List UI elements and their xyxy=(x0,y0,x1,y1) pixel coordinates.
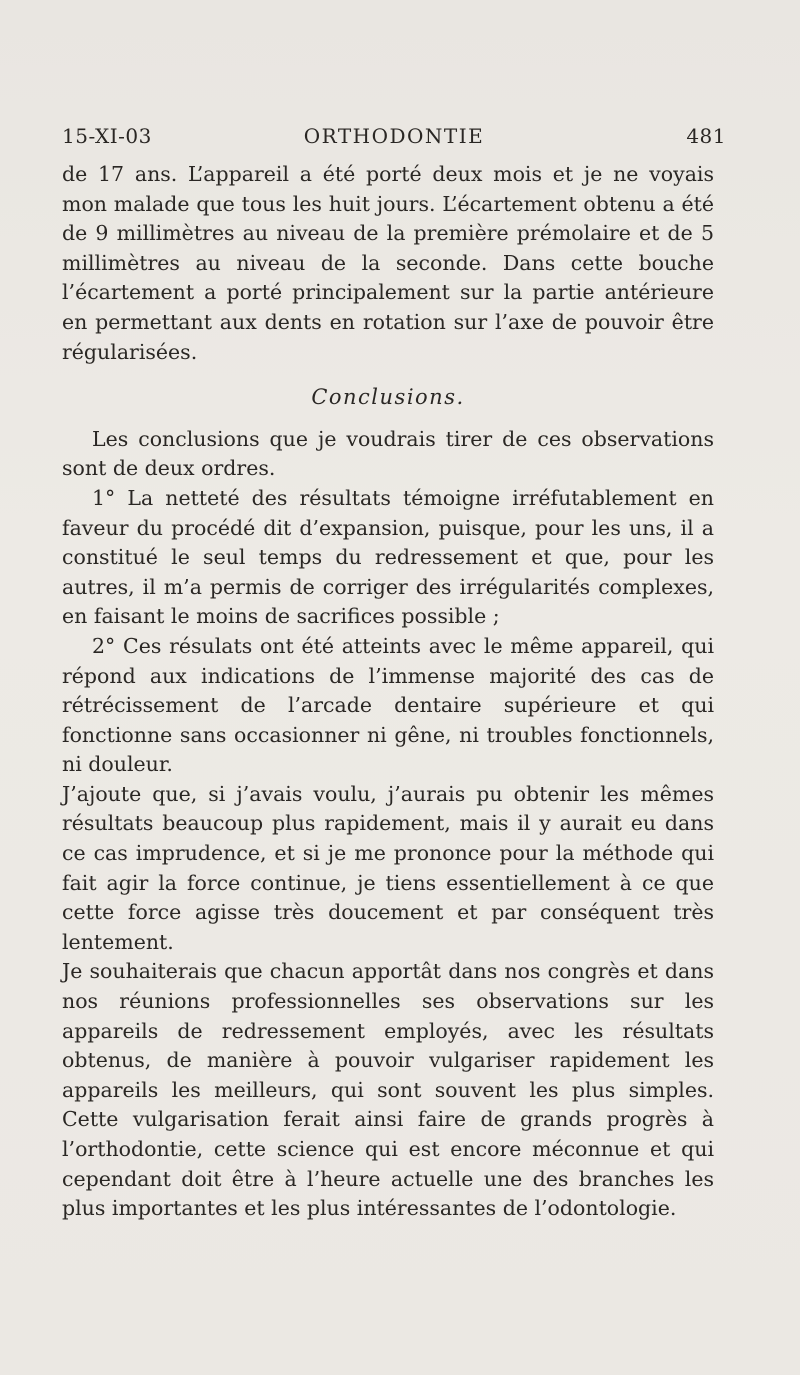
body-text xyxy=(62,160,714,1224)
paragraph-first-conclusion: 1° La netteté des résultats témoigne irréfutablement en faveur du procédé dit d’expansion, puisque, pour les uns, il a constitué le seul temps du redressement et que, pour les autres, il m’a permis de corriger des irrégularités complexes, en faisant le moins de sacrifices possible ; xyxy=(62,485,714,629)
running-header xyxy=(62,124,726,154)
paragraph-wish: Je souhaiterais que chacun apportât dans nos congrès et dans nos réunions professionnelles ses observations sur les appareils de redressement employés, avec les résultats obtenus, de manière à pouvoir vulgariser rapidement les appareils les meilleurs, qui sont souvent les plus simples. Cette vulgarisation ferait ainsi faire de grands progrès à l’orthodontie, cette science qui est encore méconnue et qui cependant doit être à l’heure actuelle une des branches les plus importantes et les plus intéressantes de l’odontologie. xyxy=(62,959,714,1221)
paragraph-second-conclusion: 2° Ces résulats ont été atteints avec le même appareil, qui répond aux indications de l’immense majorité des cas de rétrécissement de l’arcade dentaire supérieure et qui fonctionne sans occasionner ni gêne, ni troubles fonctionnels, ni douleur. xyxy=(62,633,714,777)
running-title: ORTHODONTIE xyxy=(303,124,485,148)
paragraph-conclusions-intro: Les conclusions que je voudrais tirer de ces observations sont de deux ordres. xyxy=(62,426,714,481)
paragraph-continuation: de 17 ans. L’appareil a été porté deux mois et je ne voyais mon malade que tous les huit jours. L’écartement obtenu a été de 9 millimètres au niveau de la première prémolaire et de 5 millimètres au niveau de la seconde. Dans cette bouche l’écartement a porté principalement sur la partie antérieure en permettant aux dents en rotation sur l’axe de pouvoir être régularisées. xyxy=(62,162,714,364)
paragraph-addendum: J’ajoute que, si j’avais voulu, j’aurais pu obtenir les mêmes résultats beaucoup plus rapidement, mais il y aurait eu dans ce cas imprudence, et si je me prononce pour la méthode qui fait agir la force continue, je tiens essentiellement à ce que cette force agisse très doucement et par conséquent très lentement. xyxy=(62,781,714,954)
section-heading: Conclusions. xyxy=(311,385,465,410)
header-date: 15-XI-03 xyxy=(62,124,152,148)
page-number: 481 xyxy=(686,124,726,148)
